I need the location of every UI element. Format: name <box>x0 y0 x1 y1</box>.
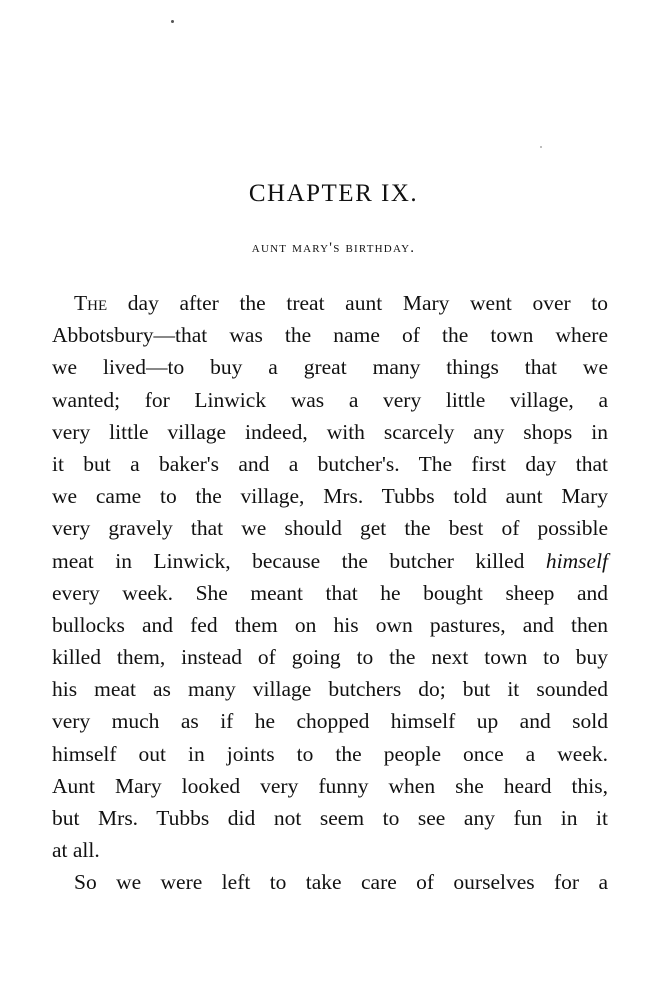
chapter-subtitle: aunt mary's birthday. <box>251 240 416 256</box>
text-line: but Mrs. Tubbs did not seem to see any fun in it <box>52 806 608 830</box>
text-line: very little village indeed, with scarcely any shops in <box>52 419 608 444</box>
text-line: So we were left to take care of ourselves for a <box>74 870 608 895</box>
paper-speck <box>171 20 174 23</box>
opening-word: The <box>74 291 108 315</box>
text-line: at all. <box>52 838 100 863</box>
chapter-body <box>52 287 608 899</box>
text-line: himself out in joints to the people once a week. <box>52 741 608 766</box>
text-line: wanted; for Linwick was a very little village, a <box>52 387 608 412</box>
text-line: very much as if he chopped himself up and sold <box>52 709 608 734</box>
text-line: killed them, instead of going to the next town to buy <box>52 645 608 670</box>
text-line: his meat as many village butchers do; but it sounded <box>52 677 608 702</box>
text-line: we came to the village, Mrs. Tubbs told aunt Mary <box>52 484 608 509</box>
text-line: Abbotsbury—that was the name of the town where <box>52 323 608 348</box>
italic-word: himself <box>545 548 609 573</box>
text-line: bullocks and fed them on his own pastures, and then <box>52 612 608 637</box>
text-line: every week. She meant that he bought sheep and <box>52 580 608 605</box>
text-line: The day after the treat aunt Mary went over to <box>74 291 609 315</box>
text-line: Aunt Mary looked very funny when she heard this, <box>52 773 608 798</box>
chapter-title: CHAPTER IX. <box>248 180 419 207</box>
paper-speck <box>540 146 542 148</box>
text-line: it but a baker's and a butcher's. The first day that <box>52 451 608 476</box>
text-line: we lived—to buy a great many things that we <box>52 355 608 380</box>
text-line: meat in Linwick, because the butcher killed himself <box>52 548 609 573</box>
text-line: very gravely that we should get the best of possible <box>52 516 608 541</box>
